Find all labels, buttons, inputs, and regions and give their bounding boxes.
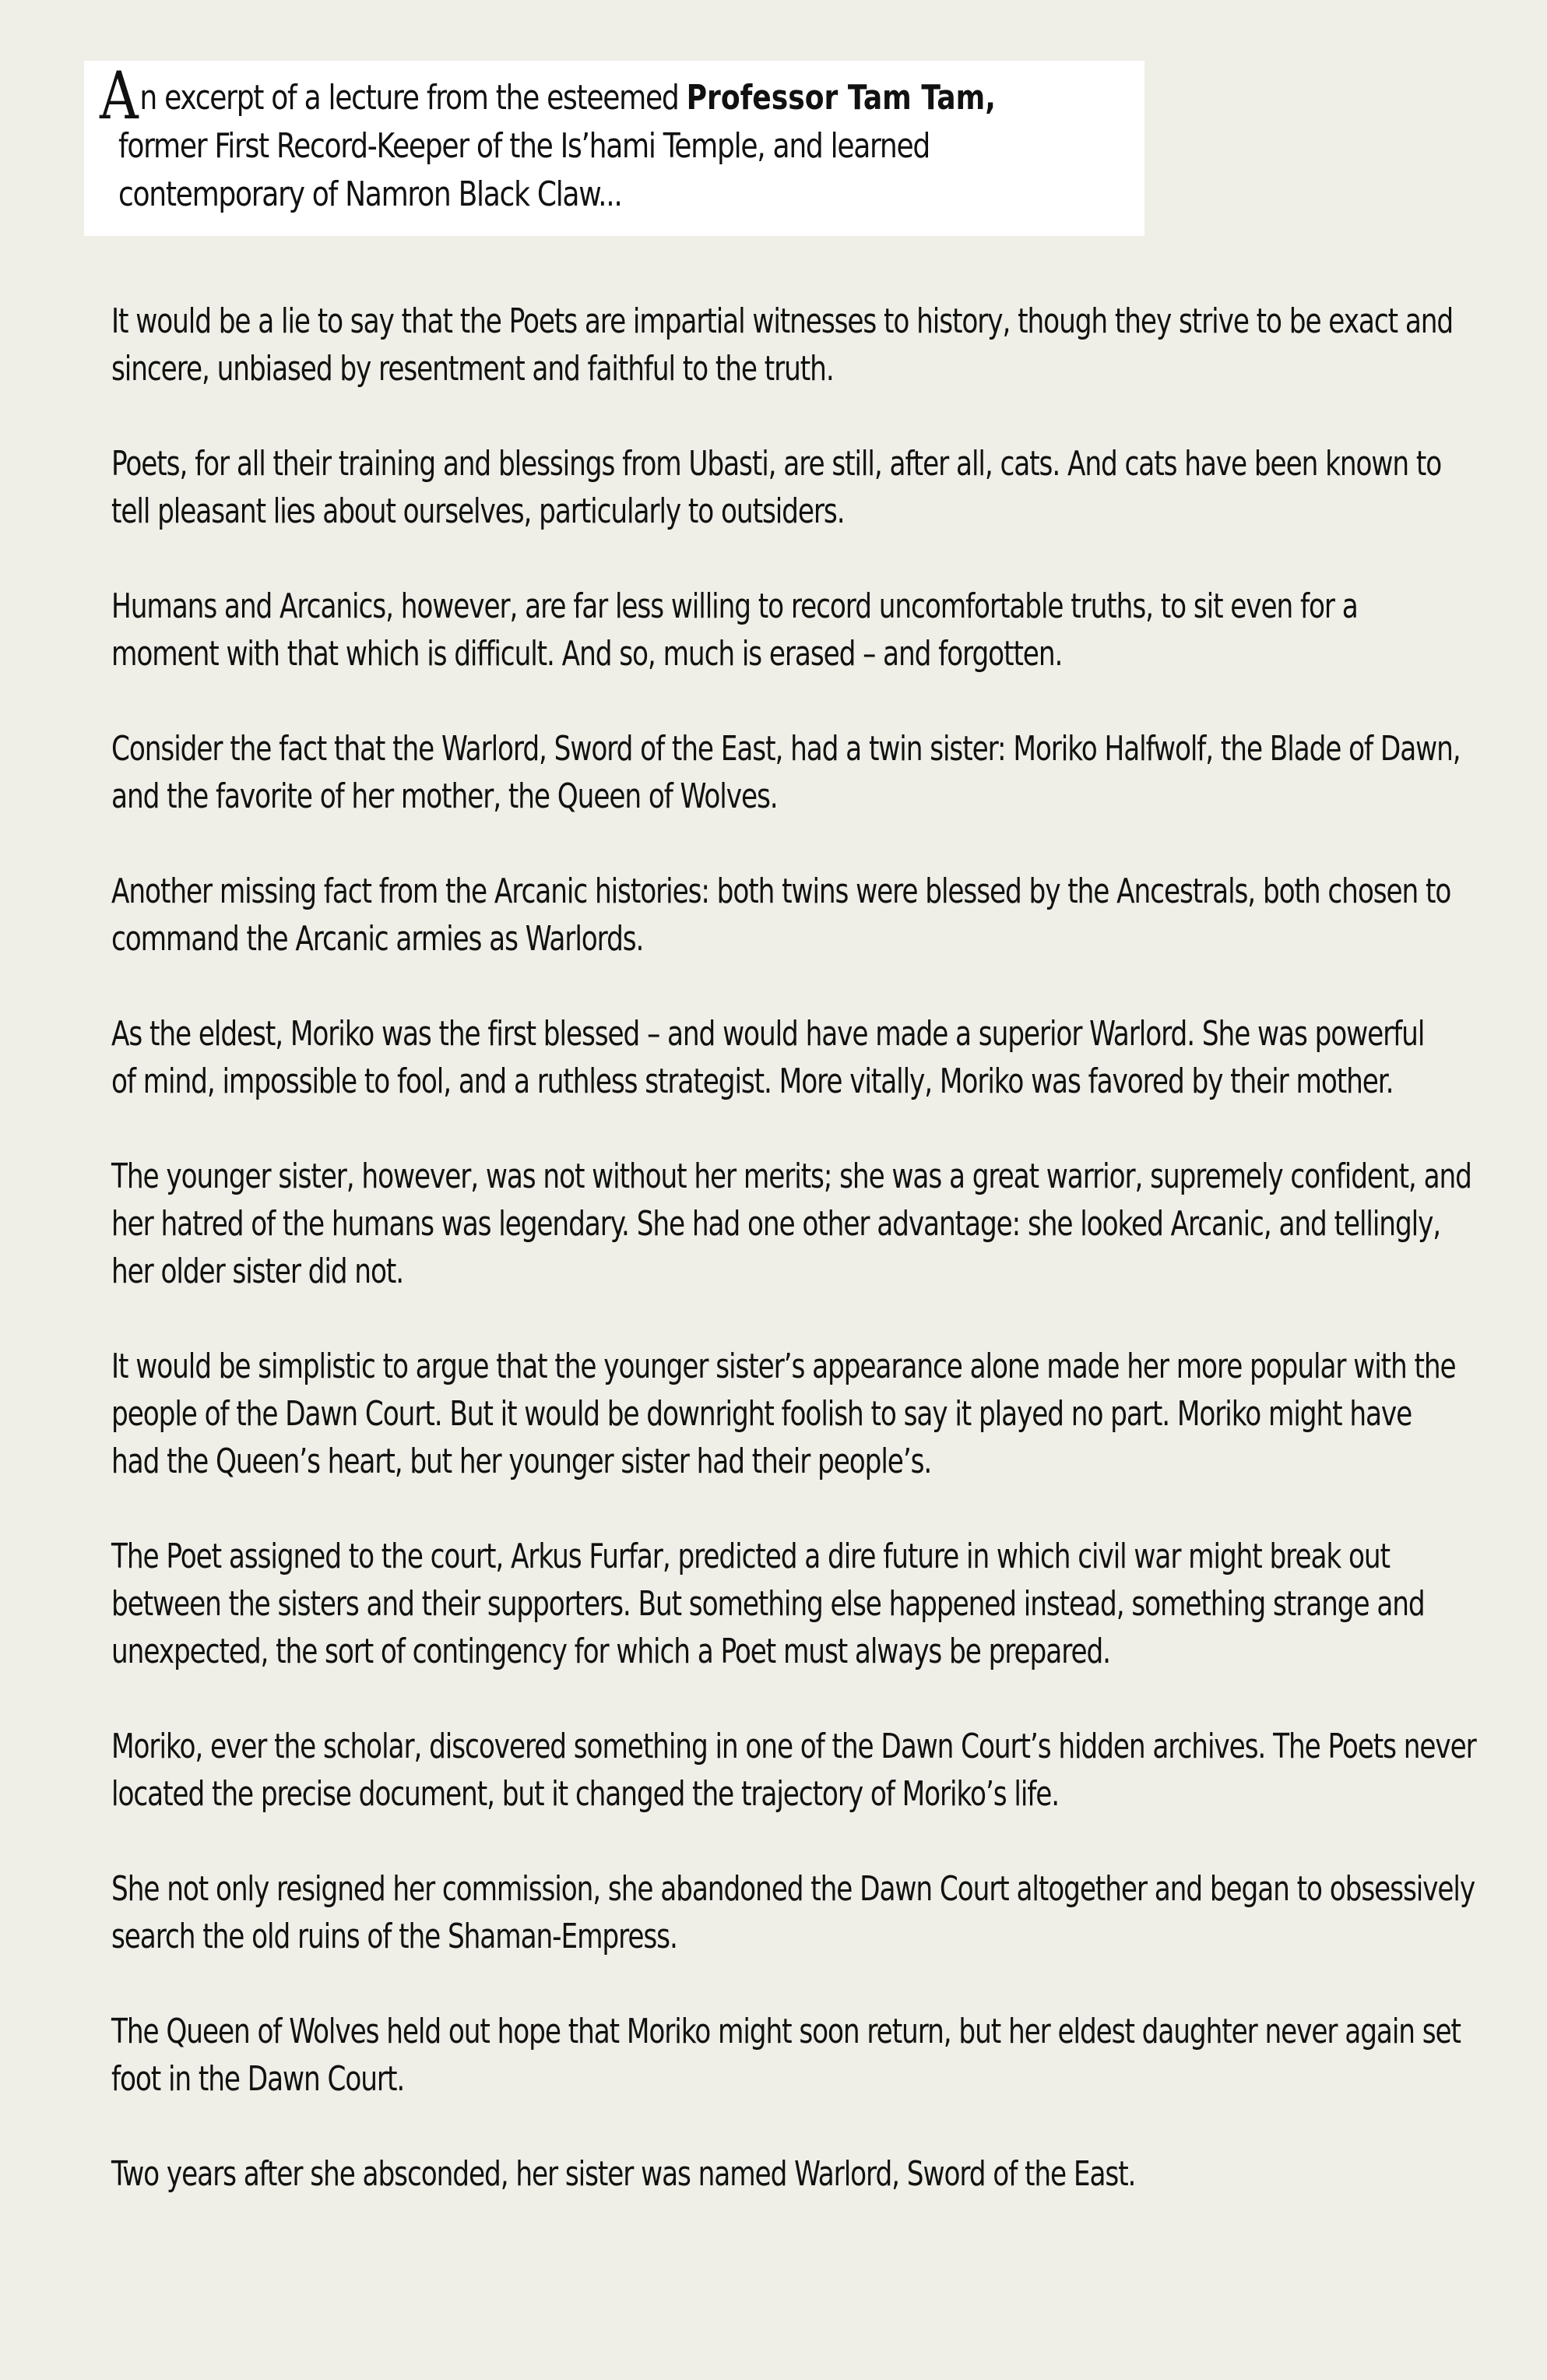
- paragraph-line: moment with that which is difficult. And so, much is erased – and forgotten.: [111, 634, 1063, 674]
- paragraph: [111, 1533, 1547, 1675]
- paragraph-line: She not only resigned her commission, she abandoned the Dawn Court altogether and began to obsessively: [111, 1869, 1475, 1909]
- paragraph-line: It would be simplistic to argue that the younger sister’s appearance alone made her more popular with the: [111, 1347, 1456, 1386]
- paragraph-line: had the Queen’s heart, but her younger sister had their people’s.: [111, 1442, 932, 1481]
- paragraph-line: tell pleasant lies about ourselves, particularly to outsiders.: [111, 491, 845, 531]
- paragraph-line: Consider the fact that the Warlord, Sword of the East, had a twin sister: Moriko Halfwolf, the Blade of Dawn,: [111, 729, 1461, 769]
- paragraph: [111, 1153, 1547, 1295]
- paragraph-line: foot in the Dawn Court.: [111, 2059, 405, 2099]
- lecture-body: [111, 298, 1547, 2245]
- paragraph-line: Poets, for all their training and blessings from Ubasti, are still, after all, cats. And cats have been known to: [111, 444, 1442, 484]
- paragraph-line: Two years after she absconded, her sister was named Warlord, Sword of the East.: [111, 2154, 1136, 2194]
- paragraph-line: The Queen of Wolves held out hope that Moriko might soon return, but her eldest daughter never again set: [111, 2012, 1461, 2051]
- paragraph-line: and the favorite of her mother, the Queen of Wolves.: [111, 776, 778, 816]
- paragraph-line: her hatred of the humans was legendary. She had one other advantage: she looked Arcanic, and tellingly,: [111, 1204, 1441, 1244]
- paragraph-line: Another missing fact from the Arcanic histories: both twins were blessed by the Ancestrals, both chosen to: [111, 871, 1451, 911]
- paragraph-line: Moriko, ever the scholar, discovered something in one of the Dawn Court’s hidden archives. The Poets never: [111, 1727, 1476, 1766]
- intro-line-2: former First Record-Keeper of the Is’hami Temple, and learned: [118, 126, 930, 166]
- intro-text: n excerpt of a lecture from the esteemed: [139, 78, 687, 118]
- paragraph-line: unexpected, the sort of contingency for which a Poet must always be prepared.: [111, 1632, 1110, 1671]
- paragraph-line: The younger sister, however, was not without her merits; she was a great warrior, supremely confident, and: [111, 1157, 1471, 1196]
- paragraph: [111, 1010, 1547, 1105]
- speaker-name: Professor Tam Tam,: [686, 78, 996, 118]
- paragraph: [111, 2008, 1547, 2103]
- paragraph-line: As the eldest, Moriko was the first blessed – and would have made a superior Warlord. She was powerful: [111, 1014, 1425, 1054]
- paragraph-line: search the old ruins of the Shaman-Empress.: [111, 1917, 677, 1956]
- paragraph: [111, 440, 1547, 535]
- intro-box: [84, 58, 1144, 236]
- paragraph-line: The Poet assigned to the court, Arkus Furfar, predicted a dire future in which civil war might break out: [111, 1537, 1390, 1576]
- paragraph: [111, 1343, 1547, 1485]
- paragraph-line: sincere, unbiased by resentment and faithful to the truth.: [111, 349, 834, 389]
- paragraph-line: command the Arcanic armies as Warlords.: [111, 919, 644, 959]
- intro-line-3: contemporary of Namron Black Claw...: [118, 174, 622, 214]
- paragraph-line: people of the Dawn Court. But it would be downright foolish to say it played no part. Moriko might have: [111, 1394, 1412, 1434]
- paragraph: [111, 2150, 1547, 2198]
- paragraph: [111, 298, 1547, 393]
- drop-cap: A: [100, 58, 139, 134]
- paragraph-line: her older sister did not.: [111, 1252, 404, 1291]
- paragraph-line: Humans and Arcanics, however, are far less willing to record uncomfortable truths, to sit even for a: [111, 586, 1358, 626]
- paragraph-line: located the precise document, but it changed the trajectory of Moriko’s life.: [111, 1774, 1060, 1814]
- paragraph-line: between the sisters and their supporters. But something else happened instead, something strange and: [111, 1584, 1425, 1624]
- paragraph: [111, 1723, 1547, 1818]
- paragraph: [111, 725, 1547, 820]
- paragraph: [111, 868, 1547, 963]
- paragraph: [111, 1865, 1547, 1960]
- paragraph-line: of mind, impossible to fool, and a ruthless strategist. More vitally, Moriko was favored by their mother.: [111, 1061, 1394, 1101]
- paragraph-line: It would be a lie to say that the Poets are impartial witnesses to history, though they strive to be exact and: [111, 301, 1454, 341]
- paragraph: [111, 583, 1547, 678]
- intro-line-1: [100, 58, 996, 134]
